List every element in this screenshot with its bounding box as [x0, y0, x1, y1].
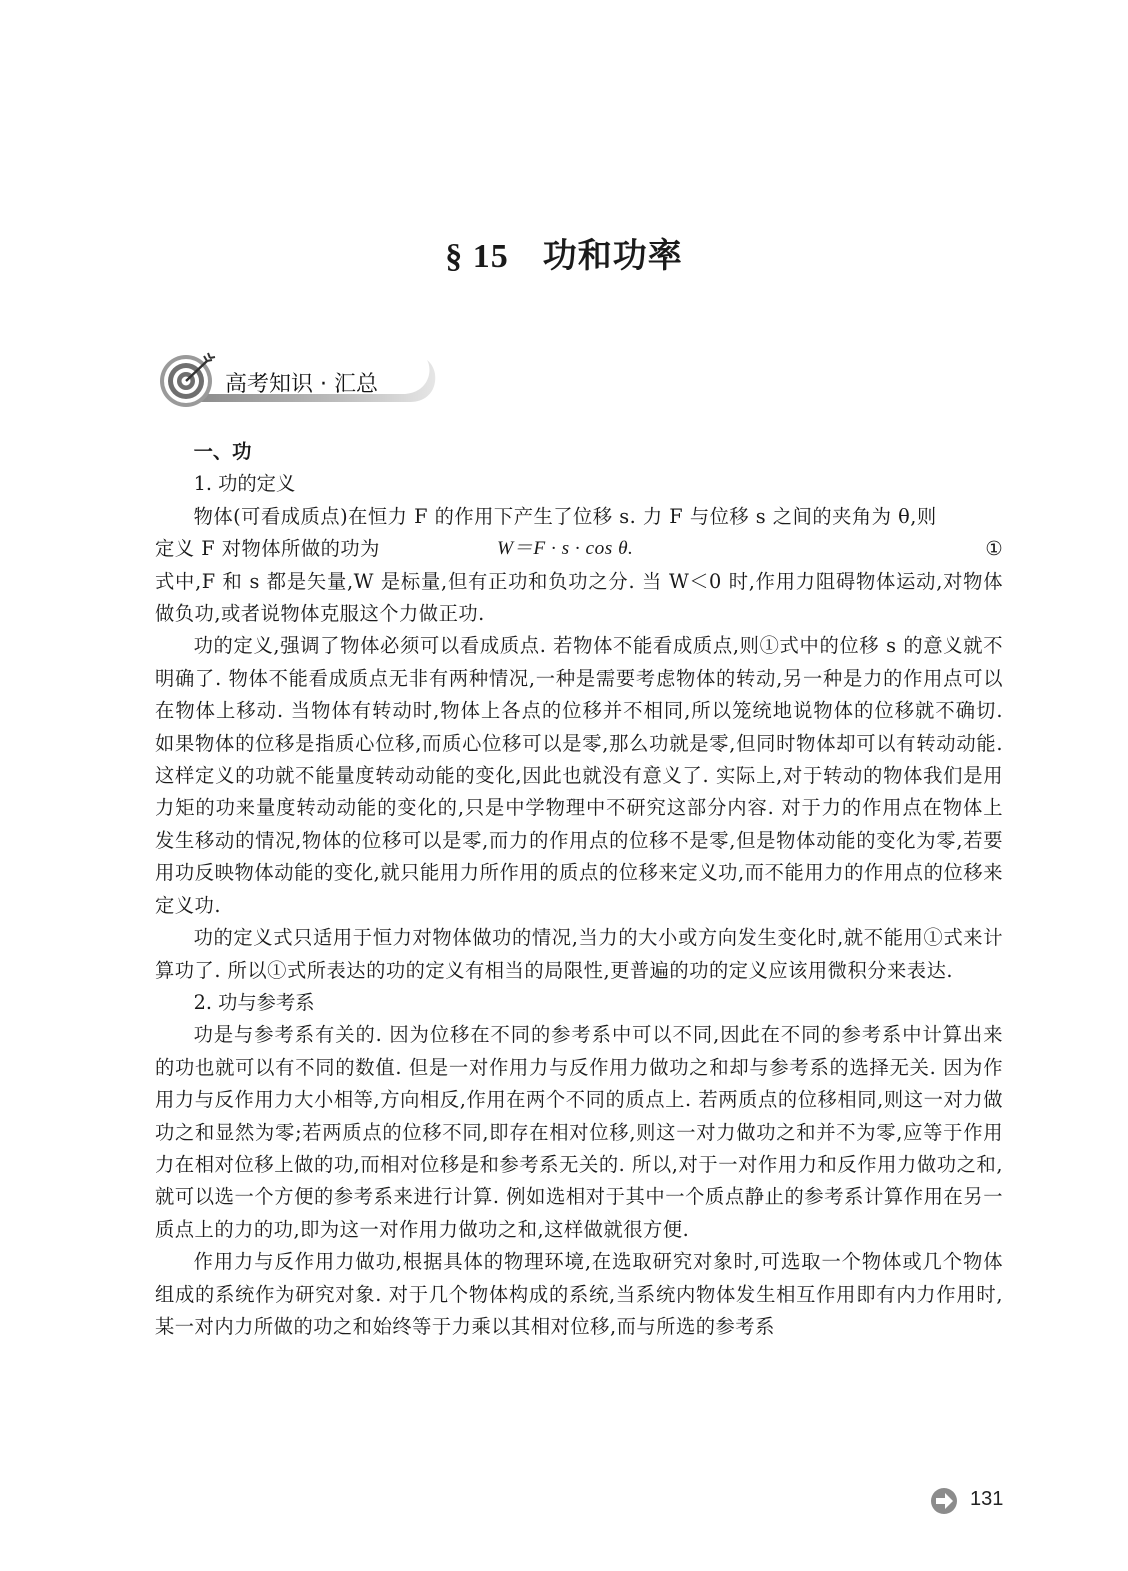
paragraph-definition-1: 物体(可看成质点)在恒力 F 的作用下产生了位移 s. 力 F 与位移 s 之间的夹角为 θ,则: [193, 504, 937, 528]
page-title: [0, 228, 1128, 277]
formula-number: ①: [985, 537, 1003, 561]
banner-label: 高考知识 · 汇总: [225, 372, 378, 397]
paragraph-frame-1: 功是与参考系有关的. 因为位移在不同的参考系中可以不同,因此在不同的参考系中计算出来的功也就可以有不同的数值. 但是一对作用力与反作用力做功之和却与参考系的选择无关. 因为作用力与反作用力大小相等,方向相反,作用在两个不同的质点上. 若两质点的位移相同,则这一对力做功之和显然为零;若两质点的位移不同,即存在相对位移,则这一对力做功之和并不为零,应等于作用力在相对位移上做的功,而相对位移是和参考系无关的. 所以,对于一对作用力和反作用力做功之和,就可以选一个方便的参考系来进行计算. 例如选相对于其中一个质点静止的参考系计算作用在另一质点上的力的功,即为这一对作用力做功之和,这样做就很方便.: [155, 1023, 1003, 1241]
formula-prefix: 定义 F 对物体所做的功为: [155, 537, 380, 561]
section-banner: [155, 352, 445, 414]
section-number: § 15: [445, 238, 509, 275]
formula-line: [155, 533, 1003, 565]
paragraph-definition-4: 功的定义,强调了物体必须可以看成质点. 若物体不能看成质点,则①式中的位移 s 的意义就不明确了. 物体不能看成质点无非有两种情况,一种是需要考虑物体的转动,另一种是力的作用点可以在物体上移动. 当物体有转动时,物体上各点的位移并不相同,所以笼统地说物体的位移就不确切. 如果物体的位移是指质心位移,而质心位移可以是零,那么功就是零,但同时物体却可以有转动动能. 这样定义的功就不能量度转动动能的变化,因此也就没有意义了. 实际上,对于转动的物体我们是用力矩的功来量度转动动能的变化的,只是中学物理中不研究这部分内容. 对于力的作用点在物体上发生移动的情况,物体的位移可以是零,而力的作用点的位移不是零,但是物体动能的变化为零,若要用功反映物体动能的变化,就只能用力所作用的质点的位移来定义功,而不能用力的作用点的位移来定义功.: [155, 634, 1003, 917]
section-title: 功和功率: [542, 236, 683, 276]
paragraph-definition-5: 功的定义式只适用于恒力对物体做功的情况,当力的大小或方向发生变化时,就不能用①式来计算功了. 所以①式所表达的功的定义有相当的局限性,更普遍的功的定义应该用微积分来表达.: [155, 926, 1003, 982]
subheading-definition: 1. 功的定义: [193, 472, 296, 496]
article-body: [155, 436, 1003, 1343]
page-number: 131: [970, 1488, 1004, 1510]
paragraph-frame-2: 作用力与反作用力做功,根据具体的物理环境,在选取研究对象时,可选取一个物体或几个物体组成的系统作为研究对象. 对于几个物体构成的系统,当系统内物体发生相互作用即有内力作用时,某一对内力所做的功之和始终等于力乘以其相对位移,而与所选的参考系: [155, 1250, 1003, 1338]
paragraph-definition-3: 式中,F 和 s 都是矢量,W 是标量,但有正功和负功之分. 当 W＜0 时,作用力阻碍物体运动,对物体做负功,或者说物体克服这个力做正功.: [155, 569, 1003, 626]
subheading-frame: 2. 功与参考系: [193, 990, 315, 1014]
page-footer: [928, 1486, 1018, 1516]
arrow-right-icon: [928, 1486, 962, 1516]
work-formula: W＝F · s · cos θ.: [497, 538, 634, 560]
heading-work: 一、功: [193, 440, 252, 463]
